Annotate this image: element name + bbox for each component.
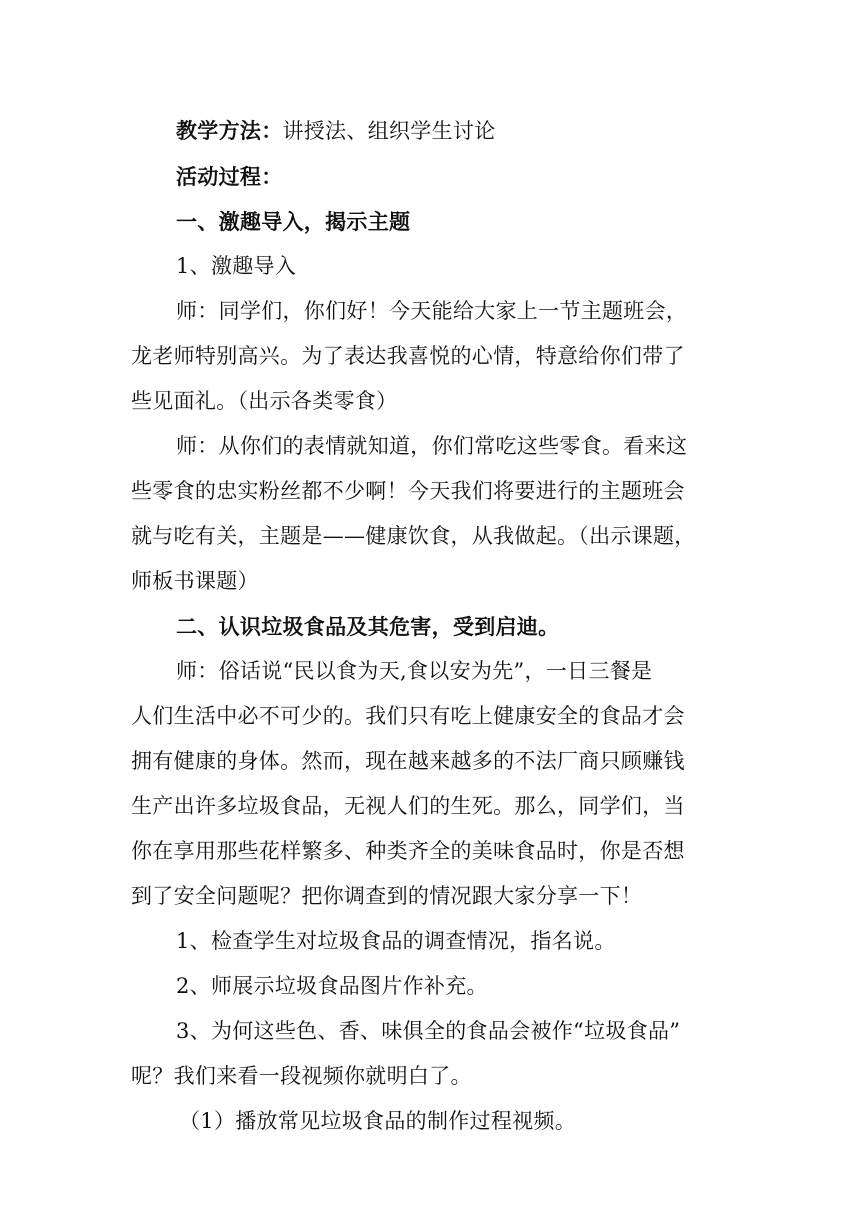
section2-heading: 二、认识垃圾食品及其危害，受到启迪。 xyxy=(176,614,560,639)
paragraph-line: 拥有健康的身体。然而，现在越来越多的不法厂商只顾赚钱 xyxy=(131,749,685,773)
paragraph-line: 师板书课题） xyxy=(131,569,259,593)
paragraph-line: 就与吃有关，主题是——健康饮食，从我做起。（出示课题， xyxy=(131,524,696,548)
paragraph-line: 师：从你们的表情就知道，你们常吃这些零食。看来这 xyxy=(176,434,688,458)
section2-item3 xyxy=(131,1009,731,1099)
paragraph-line: 些见面礼。（出示各类零食） xyxy=(131,389,398,413)
paragraph-line: 师：同学们，你们好！今天能给大家上一节主题班会， xyxy=(176,299,688,323)
teaching-method-line xyxy=(131,108,731,154)
paragraph-line: 龙老师特别高兴。为了表达我喜悦的心情，特意给你们带了 xyxy=(131,344,685,368)
paragraph-line: 生产出许多垃圾食品，无视人们的生死。那么，同学们，当 xyxy=(131,794,685,818)
section2-paragraph1 xyxy=(131,649,731,919)
section1-item1: 1、激趣导入 xyxy=(176,254,297,278)
teaching-method-label: 教学方法： xyxy=(176,118,283,143)
paragraph-line: 师：俗话说“民以食为天,食以安为先”，一日三餐是 xyxy=(176,659,653,683)
section2-subitem1: （1）播放常见垃圾食品的制作过程视频。 xyxy=(179,1109,577,1133)
section2-item1: 1、检查学生对垃圾食品的调查情况，指名说。 xyxy=(176,929,616,953)
section2-item2: 2、师展示垃圾食品图片作补充。 xyxy=(176,974,488,998)
paragraph-line: 些零食的忠实粉丝都不少啊！今天我们将要进行的主题班会 xyxy=(131,479,685,503)
paragraph-line: 人们生活中必不可少的。我们只有吃上健康安全的食品才会 xyxy=(131,704,685,728)
document-body xyxy=(131,108,731,1144)
section1-paragraph2 xyxy=(131,424,731,604)
section1-heading: 一、激趣导入，揭示主题 xyxy=(176,209,411,234)
paragraph-line: 3、为何这些色、香、味俱全的食品会被作“垃圾食品” xyxy=(176,1019,681,1043)
activity-process-heading: 活动过程： xyxy=(176,164,283,189)
paragraph-line: 你在享用那些花样繁多、种类齐全的美味食品时，你是否想 xyxy=(131,839,685,863)
paragraph-line: 到了安全问题呢？把你调查到的情况跟大家分享一下！ xyxy=(131,884,643,908)
teaching-method-text: 讲授法、组织学生讨论 xyxy=(282,119,496,143)
paragraph-line: 呢？我们来看一段视频你就明白了。 xyxy=(131,1064,472,1088)
section1-paragraph1 xyxy=(131,289,731,424)
